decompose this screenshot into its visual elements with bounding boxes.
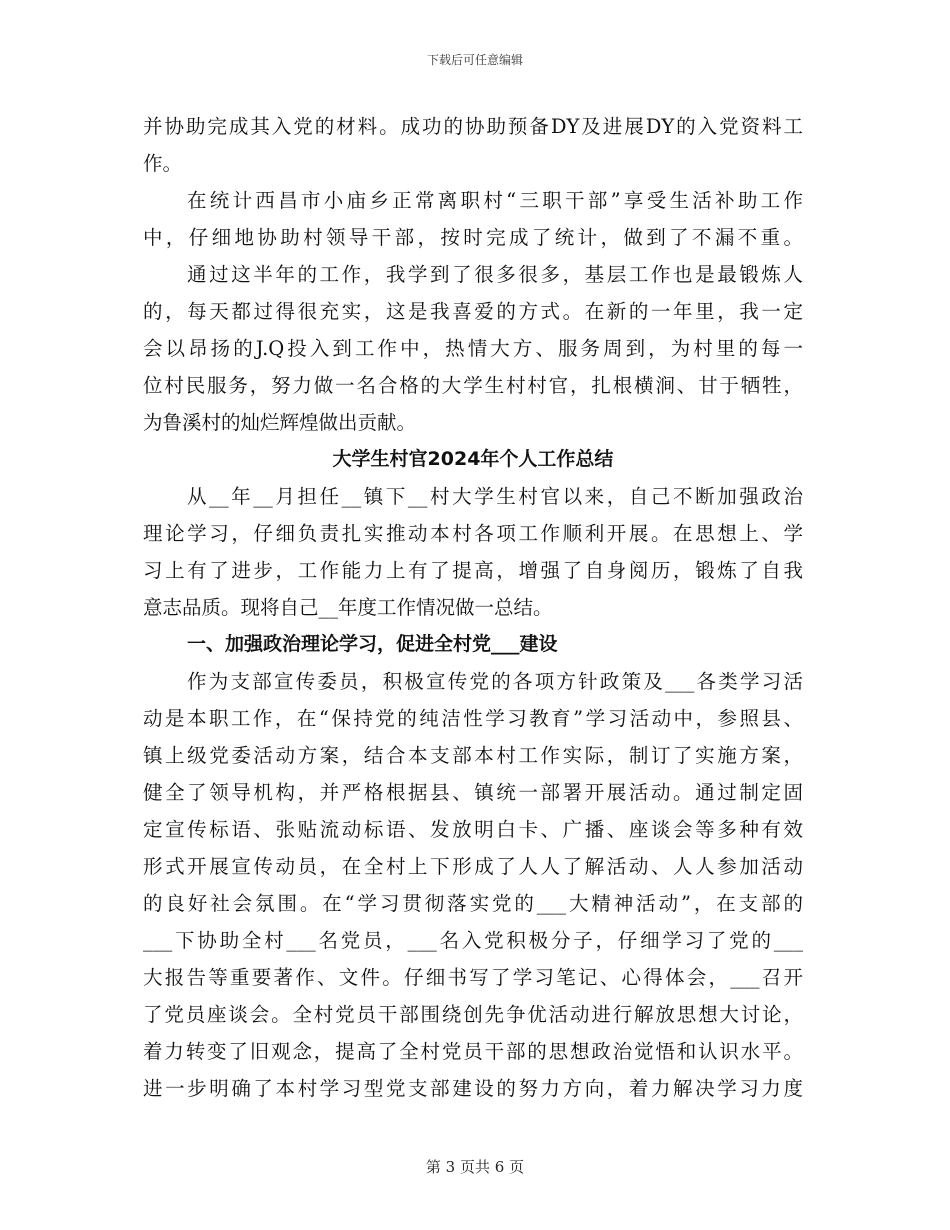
body-line: 中，仔细地协助村领导干部，按时完成了统计，做到了不漏不重。 (143, 226, 803, 249)
section-title: 大学生村官2024年个人工作总结 (332, 448, 614, 470)
body-line: 进一步明确了本村学习型党支部建设的努力方向，着力解决学习力度 (143, 1077, 803, 1100)
body-line: 定宣传标语、张贴流动标语、发放明白卡、广播、座谈会等多种有效 (143, 818, 803, 841)
body-line: 意志品质。现将自己__年度工作情况做一总结。 (143, 596, 553, 619)
body-line: 着力转变了旧观念，提高了全村党员干部的思想政治觉悟和认识水平。 (143, 1040, 803, 1063)
body-line: ___下协助全村___名党员，___名入党积极分子，仔细学习了党的___ (143, 929, 803, 952)
body-line: 从__年__月担任__镇下__村大学生村官以来，自己不断加强政治 (187, 485, 803, 508)
body-line: 形式开展宣传动员，在全村上下形成了人人了解活动、人人参加活动 (143, 855, 803, 878)
body-line: 并协助完成其入党的材料。成功的协助预备DY及进展DY的入党资料工 (143, 115, 803, 138)
body-line: 习上有了进步，工作能力上有了提高，增强了自身阅历，锻炼了自我 (143, 559, 803, 582)
body-line: 在统计西昌市小庙乡正常离职村“三职干部”享受生活补助工作 (187, 189, 803, 212)
body-line: 位村民服务，努力做一名合格的大学生村村官，扎根横涧、甘于牺牲， (143, 374, 803, 397)
body-line: 的良好社会氛围。在“学习贯彻落实党的___大精神活动”，在支部的 (143, 892, 803, 915)
body-line: 作为支部宣传委员，积极宣传党的各项方针政策及___各类学习活 (187, 670, 803, 693)
body-line: 会以昂扬的J.Q投入到工作中，热情大方、服务周到，为村里的每一 (143, 337, 803, 360)
body-line: 的，每天都过得很充实，这是我喜爱的方式。在新的一年里，我一定 (143, 300, 803, 323)
subsection-heading: 一、加强政治理论学习，促进全村党___建设 (187, 633, 558, 655)
body-line: 大报告等重要著作、文件。仔细书写了学习笔记、心得体会，___召开 (143, 966, 803, 989)
body-line: 通过这半年的工作，我学到了很多很多，基层工作也是最锻炼人 (187, 263, 803, 286)
page-footer: 第 3 页共 6 页 (425, 1158, 525, 1176)
body-line: 理论学习，仔细负责扎实推动本村各项工作顺利开展。在思想上、学 (143, 522, 803, 545)
page-header: 下载后可任意编辑 (426, 53, 523, 67)
body-line: 了党员座谈会。全村党员干部围绕创先争优活动进行解放思想大讨论， (143, 1003, 803, 1026)
body-line: 动是本职工作，在“保持党的纯洁性学习教育”学习活动中，参照县、 (143, 707, 803, 730)
body-line: 为鲁溪村的灿烂辉煌做出贡献。 (143, 411, 417, 434)
document-body (143, 108, 803, 1107)
body-line: 健全了领导机构，并严格根据县、镇统一部署开展活动。通过制定固 (143, 781, 803, 804)
body-line: 作。 (143, 152, 183, 175)
body-line: 镇上级党委活动方案，结合本支部本村工作实际，制订了实施方案， (143, 744, 803, 767)
